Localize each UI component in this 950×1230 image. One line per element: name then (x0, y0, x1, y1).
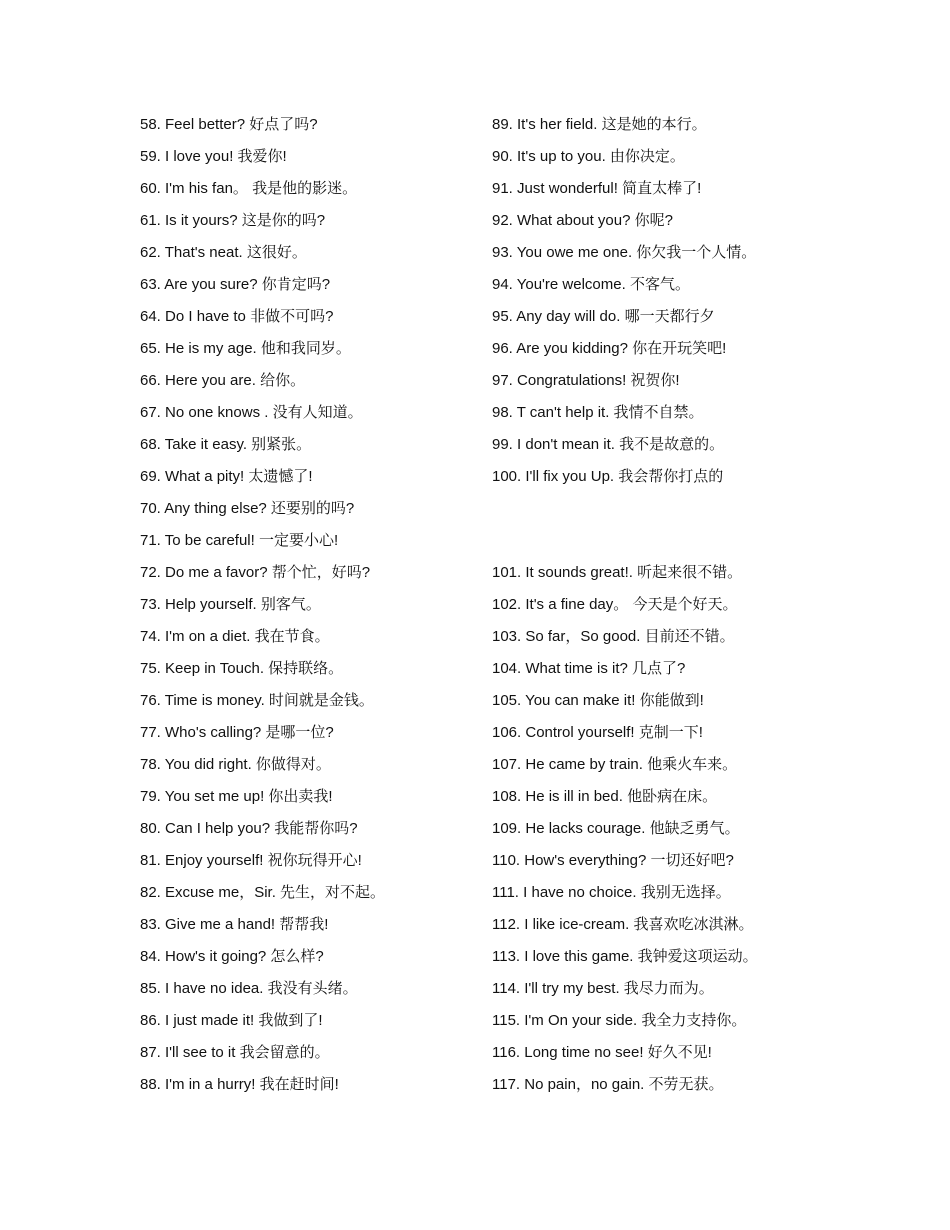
phrase-line: 69. What a pity! 太遗憾了! (140, 468, 313, 485)
column-spacer (492, 525, 932, 557)
phrase-line: 67. No one knows . 没有人知道。 (140, 404, 363, 421)
phrase-line: 88. I'm in a hurry! 我在赶时间! (140, 1076, 339, 1093)
phrase-line: 58. Feel better? 好点了吗? (140, 116, 318, 133)
left-phrase-column (140, 109, 480, 1101)
phrase-line: 73. Help yourself. 别客气。 (140, 596, 321, 613)
phrase-line: 108. He is ill in bed. 他卧病在床。 (492, 788, 718, 805)
column-spacer (492, 493, 932, 525)
phrase-line: 86. I just made it! 我做到了! (140, 1012, 323, 1029)
phrase-line: 85. I have no idea. 我没有头绪。 (140, 980, 358, 997)
phrase-line: 94. You're welcome. 不客气。 (492, 276, 690, 293)
phrase-line: 66. Here you are. 给你。 (140, 372, 306, 389)
phrase-line: 76. Time is money. 时间就是金钱。 (140, 692, 374, 709)
phrase-line: 61. Is it yours? 这是你的吗? (140, 212, 326, 229)
phrase-line: 78. You did right. 你做得对。 (140, 756, 331, 773)
phrase-line: 91. Just wonderful! 简直太棒了! (492, 180, 702, 197)
phrase-line: 77. Who's calling? 是哪一位? (140, 724, 334, 741)
phrase-line: 64. Do I have to 非做不可吗? (140, 308, 334, 325)
phrase-line: 71. To be careful! 一定要小心! (140, 532, 339, 549)
phrase-line: 60. I'm his fan。 我是他的影迷。 (140, 180, 358, 197)
phrase-line: 106. Control yourself! 克制一下! (492, 724, 703, 741)
phrase-line: 92. What about you? 你呢? (492, 212, 673, 229)
phrase-line: 100. I'll fix you Up. 我会帮你打点的 (492, 468, 724, 485)
phrase-line: 99. I don't mean it. 我不是故意的。 (492, 436, 725, 453)
phrase-line: 107. He came by train. 他乘火车来。 (492, 756, 738, 773)
phrase-line: 87. I'll see to it 我会留意的。 (140, 1044, 330, 1061)
phrase-line: 90. It's up to you. 由你决定。 (492, 148, 685, 165)
right-phrase-column (492, 109, 932, 1101)
phrase-line: 75. Keep in Touch. 保持联络。 (140, 660, 344, 677)
phrase-line: 63. Are you sure? 你肯定吗? (140, 276, 331, 293)
phrase-line: 117. No pain，no gain. 不劳无获。 (492, 1076, 724, 1093)
phrase-line: 79. You set me up! 你出卖我! (140, 788, 333, 805)
phrase-line: 65. He is my age. 他和我同岁。 (140, 340, 351, 357)
phrase-line: 116. Long time no see! 好久不见! (492, 1044, 712, 1061)
phrase-line: 80. Can I help you? 我能帮你吗? (140, 820, 358, 837)
phrase-line: 84. How's it going? 怎么样? (140, 948, 324, 965)
phrase-line: 68. Take it easy. 别紧张。 (140, 436, 312, 453)
phrase-line: 112. I like ice-cream. 我喜欢吃冰淇淋。 (492, 916, 754, 933)
phrase-line: 114. I'll try my best. 我尽力而为。 (492, 980, 714, 997)
phrase-line: 111. I have no choice. 我别无选择。 (492, 884, 731, 901)
phrase-line: 109. He lacks courage. 他缺乏勇气。 (492, 820, 740, 837)
phrase-line: 93. You owe me one. 你欠我一个人情。 (492, 244, 757, 261)
phrase-line: 102. It's a fine day。 今天是个好天。 (492, 596, 738, 613)
phrase-line: 83. Give me a hand! 帮帮我! (140, 916, 329, 933)
phrase-line: 115. I'm On your side. 我全力支持你。 (492, 1012, 747, 1029)
phrase-line: 62. That's neat. 这很好。 (140, 244, 307, 261)
phrase-line: 95. Any day will do. 哪一天都行夕 (492, 308, 715, 325)
phrase-line: 82. Excuse me，Sir. 先生，对不起。 (140, 884, 386, 901)
phrase-line: 105. You can make it! 你能做到! (492, 692, 704, 709)
phrase-line: 110. How's everything? 一切还好吧? (492, 852, 734, 869)
phrase-line: 101. It sounds great!. 听起来很不错。 (492, 564, 743, 581)
phrase-line: 96. Are you kidding? 你在开玩笑吧! (492, 340, 727, 357)
phrase-line: 97. Congratulations! 祝贺你! (492, 372, 680, 389)
phrase-line: 59. I love you! 我爱你! (140, 148, 287, 165)
phrase-line: 72. Do me a favor? 帮个忙，好吗? (140, 564, 371, 581)
phrase-line: 103. So far，So good. 目前还不错。 (492, 628, 735, 645)
phrase-line: 104. What time is it? 几点了? (492, 660, 686, 677)
phrase-line: 98. T can't help it. 我情不自禁。 (492, 404, 704, 421)
phrase-line: 113. I love this game. 我钟爱这项运动。 (492, 948, 758, 965)
phrase-line: 81. Enjoy yourself! 祝你玩得开心! (140, 852, 362, 869)
phrase-line: 70. Any thing else? 还要别的吗? (140, 500, 355, 517)
phrase-line: 74. I'm on a diet. 我在节食。 (140, 628, 330, 645)
phrase-line: 89. It's her field. 这是她的本行。 (492, 116, 707, 133)
